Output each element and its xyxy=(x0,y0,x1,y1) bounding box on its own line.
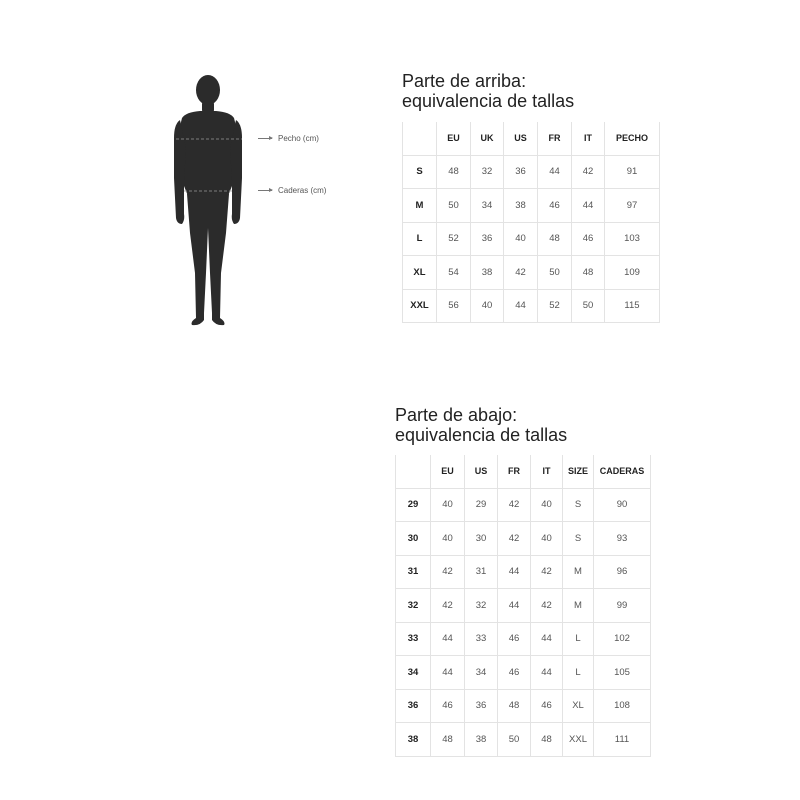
table-cell: 48 xyxy=(431,723,465,757)
row-header-cell: 29 xyxy=(396,488,431,522)
hips-label: Caderas (cm) xyxy=(278,186,327,195)
table-cell: 36 xyxy=(465,689,498,723)
table-cell: 96 xyxy=(594,555,651,589)
table-header-row xyxy=(396,455,651,488)
table-row xyxy=(396,622,651,656)
table-row xyxy=(403,222,660,256)
table-cell: 44 xyxy=(531,622,563,656)
hips-callout xyxy=(258,186,326,195)
column-header: FR xyxy=(498,455,531,488)
table-cell: 42 xyxy=(572,155,605,189)
table-row xyxy=(396,522,651,556)
table-cell: 31 xyxy=(465,555,498,589)
column-header: EU xyxy=(431,455,465,488)
table-cell: 42 xyxy=(504,256,538,290)
table-row xyxy=(396,689,651,723)
column-header: US xyxy=(465,455,498,488)
table-cell: 52 xyxy=(437,222,471,256)
column-header: CADERAS xyxy=(594,455,651,488)
top-heading-line2: equivalencia de tallas xyxy=(402,91,575,111)
table-cell: 40 xyxy=(504,222,538,256)
row-header-cell: 34 xyxy=(396,656,431,690)
row-header-cell: 32 xyxy=(396,589,431,623)
table-cell: 44 xyxy=(498,589,531,623)
row-header-cell: 30 xyxy=(396,522,431,556)
table-cell: M xyxy=(563,555,594,589)
table-row xyxy=(403,256,660,290)
arrow-right-icon xyxy=(258,138,272,139)
table-cell: S xyxy=(563,522,594,556)
table-cell: 42 xyxy=(531,589,563,623)
row-header-cell: XXL xyxy=(403,289,437,323)
table-cell: 46 xyxy=(572,222,605,256)
table-cell: 44 xyxy=(531,656,563,690)
table-cell: 115 xyxy=(605,289,660,323)
table-cell: 38 xyxy=(465,723,498,757)
column-header: SIZE xyxy=(563,455,594,488)
bottom-size-table xyxy=(395,455,651,757)
table-cell: 50 xyxy=(437,189,471,223)
top-heading-line1: Parte de arriba: xyxy=(402,71,527,91)
table-cell: 97 xyxy=(605,189,660,223)
row-header-cell: L xyxy=(403,222,437,256)
table-cell: 40 xyxy=(531,522,563,556)
row-header-cell: 33 xyxy=(396,622,431,656)
table-cell: 34 xyxy=(465,656,498,690)
table-cell: 42 xyxy=(431,555,465,589)
table-cell: 44 xyxy=(572,189,605,223)
table-cell: 46 xyxy=(498,656,531,690)
chest-label: Pecho (cm) xyxy=(278,134,319,143)
table-cell: 99 xyxy=(594,589,651,623)
column-header: IT xyxy=(531,455,563,488)
table-cell: 48 xyxy=(531,723,563,757)
column-header: PECHO xyxy=(605,122,660,155)
table-row xyxy=(396,589,651,623)
table-cell: 46 xyxy=(538,189,572,223)
row-header-cell: M xyxy=(403,189,437,223)
table-row xyxy=(403,189,660,223)
table-cell: 50 xyxy=(498,723,531,757)
table-cell: 109 xyxy=(605,256,660,290)
table-cell: 42 xyxy=(431,589,465,623)
table-row xyxy=(403,289,660,323)
table-cell: 44 xyxy=(431,656,465,690)
table-cell: 44 xyxy=(504,289,538,323)
table-cell: L xyxy=(563,656,594,690)
table-cell: 32 xyxy=(471,155,504,189)
table-cell: 48 xyxy=(437,155,471,189)
table-cell: 48 xyxy=(538,222,572,256)
table-cell: 48 xyxy=(498,689,531,723)
table-cell: 46 xyxy=(431,689,465,723)
table-cell: 42 xyxy=(531,555,563,589)
table-cell: 111 xyxy=(594,723,651,757)
table-cell: 36 xyxy=(471,222,504,256)
table-row xyxy=(403,155,660,189)
table-cell: 36 xyxy=(504,155,538,189)
table-cell: 108 xyxy=(594,689,651,723)
table-cell: 40 xyxy=(471,289,504,323)
table-cell: 33 xyxy=(465,622,498,656)
table-header-row xyxy=(403,122,660,155)
body-silhouette-icon xyxy=(160,68,340,330)
table-cell: 46 xyxy=(531,689,563,723)
table-cell: 42 xyxy=(498,488,531,522)
table-cell: M xyxy=(563,589,594,623)
table-cell: XXL xyxy=(563,723,594,757)
row-header-cell: S xyxy=(403,155,437,189)
table-cell: 32 xyxy=(465,589,498,623)
table-row xyxy=(396,656,651,690)
table-cell: 44 xyxy=(538,155,572,189)
top-size-heading xyxy=(402,71,574,111)
table-cell: 38 xyxy=(504,189,538,223)
table-cell: 40 xyxy=(431,488,465,522)
table-cell: L xyxy=(563,622,594,656)
row-header-cell: 38 xyxy=(396,723,431,757)
table-cell: 105 xyxy=(594,656,651,690)
table-cell: S xyxy=(563,488,594,522)
table-cell: 34 xyxy=(471,189,504,223)
table-cell: 90 xyxy=(594,488,651,522)
table-cell: XL xyxy=(563,689,594,723)
column-header: US xyxy=(504,122,538,155)
table-cell: 102 xyxy=(594,622,651,656)
table-cell: 48 xyxy=(572,256,605,290)
table-cell: 38 xyxy=(471,256,504,290)
column-header: EU xyxy=(437,122,471,155)
row-header-cell: XL xyxy=(403,256,437,290)
table-cell: 50 xyxy=(572,289,605,323)
body-silhouette-figure xyxy=(160,68,340,330)
table-corner-cell xyxy=(403,122,437,155)
bottom-heading-line2: equivalencia de tallas xyxy=(395,425,568,445)
table-cell: 46 xyxy=(498,622,531,656)
table-cell: 42 xyxy=(498,522,531,556)
column-header: UK xyxy=(471,122,504,155)
top-size-table xyxy=(402,122,660,323)
table-cell: 29 xyxy=(465,488,498,522)
chest-callout xyxy=(258,134,319,143)
row-header-cell: 36 xyxy=(396,689,431,723)
table-cell: 30 xyxy=(465,522,498,556)
table-cell: 91 xyxy=(605,155,660,189)
column-header: FR xyxy=(538,122,572,155)
column-header: IT xyxy=(572,122,605,155)
arrow-right-icon xyxy=(258,190,272,191)
table-cell: 54 xyxy=(437,256,471,290)
table-cell: 44 xyxy=(431,622,465,656)
table-row xyxy=(396,723,651,757)
table-cell: 44 xyxy=(498,555,531,589)
table-row xyxy=(396,555,651,589)
row-header-cell: 31 xyxy=(396,555,431,589)
bottom-heading-line1: Parte de abajo: xyxy=(395,405,518,425)
table-cell: 103 xyxy=(605,222,660,256)
table-cell: 50 xyxy=(538,256,572,290)
table-corner-cell xyxy=(396,455,431,488)
table-cell: 40 xyxy=(431,522,465,556)
table-cell: 52 xyxy=(538,289,572,323)
bottom-size-heading xyxy=(395,405,567,445)
table-cell: 93 xyxy=(594,522,651,556)
table-cell: 56 xyxy=(437,289,471,323)
table-cell: 40 xyxy=(531,488,563,522)
table-row xyxy=(396,488,651,522)
